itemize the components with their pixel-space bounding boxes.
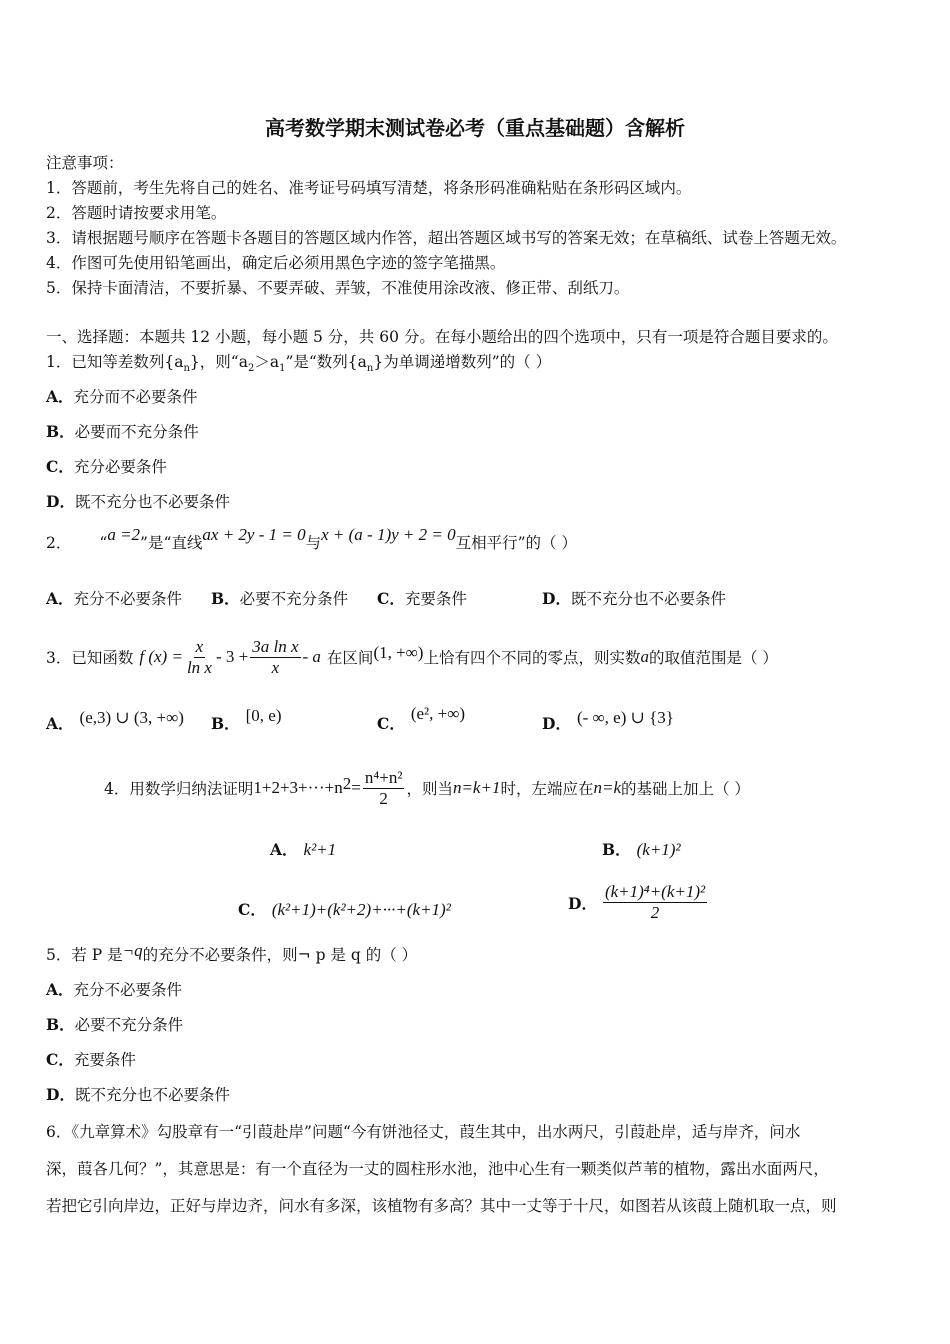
option-label: D．: [568, 893, 597, 913]
q4-option-b: [602, 838, 681, 860]
q4-option-a: [270, 838, 336, 860]
question-6-line-2: 深，葭各几何？”，其意思是：有一个直径为一丈的圆柱形水池，池中心生有一颗类似芦苇的植物，露出水面两尺，: [46, 1160, 829, 1178]
q1-text: }，则“a: [189, 353, 248, 371]
q1-sub: 2: [247, 363, 255, 375]
option-text: 充分不必要条件: [73, 981, 183, 999]
notice-item-5: 5．保持卡面清洁，不要折暴、不要弄破、弄皱，不准使用涂改液、修正带、刮纸刀。: [46, 279, 630, 297]
option-text: 既不充分也不必要条件: [74, 1086, 230, 1104]
option-text: (k+1)²: [636, 840, 681, 859]
fraction-numerator: x: [195, 636, 204, 656]
q3-variable: a: [640, 647, 649, 666]
q5-option-a: [46, 980, 182, 1000]
option-text: k²+1: [303, 840, 337, 859]
q5-not-q: ¬q: [122, 941, 143, 960]
q3-option-b: [211, 706, 282, 734]
q3-function: f (x) =: [139, 647, 183, 666]
q2-text: 与: [305, 534, 322, 552]
option-label: C．: [46, 1050, 74, 1069]
q3-fraction-2: [250, 637, 300, 678]
notice-item-4: 4．作图可先使用铅笔画出，确定后必须用黑色字迹的签字笔描黑。: [46, 254, 506, 272]
fraction-denominator: 2: [650, 903, 660, 922]
section-heading: 一、选择题：本题共 12 小题，每小题 5 分，共 60 分。在每小题给出的四个选项中，只有一项是符合题目要求的。: [46, 328, 838, 346]
option-label: D．: [542, 589, 571, 608]
q2-text: 互相平行”的（ ）: [455, 534, 577, 552]
option-text: (e,3) ∪ (3, +∞): [79, 708, 184, 727]
option-text: 必要而不充分条件: [74, 423, 199, 441]
option-text: 充分不必要条件: [73, 590, 183, 608]
option-text: 充要条件: [73, 1051, 136, 1069]
q1-sub: 1: [279, 363, 286, 375]
q5-text: ¬ p 是 q 的（ ）: [297, 946, 418, 964]
q1-option-c: [46, 457, 167, 477]
q3-option-c: [377, 704, 466, 734]
q5-text: 的充分不必要条件，则: [142, 946, 298, 964]
option-label: C．: [377, 589, 405, 608]
page-title: 高考数学期末测试卷必考（重点基础题）含解析: [265, 116, 685, 140]
q2-line2-equation: x + (a - 1)y + 2 = 0: [321, 525, 456, 544]
option-text: 充分必要条件: [73, 458, 167, 476]
q3-term: - 3 +: [215, 647, 249, 666]
fraction-numerator: 3a ln x: [252, 636, 299, 656]
question-2: [46, 525, 577, 556]
q1-option-d: [46, 492, 230, 512]
option-text: 既不充分也不必要条件: [570, 590, 726, 608]
option-label: A．: [270, 840, 298, 859]
fraction-numerator: n⁴+n²: [364, 767, 403, 787]
q1-sub: n: [366, 363, 374, 375]
question-4: [104, 760, 750, 816]
q1-text: ”是“数列{a: [285, 353, 367, 371]
option-text: 既不充分也不必要条件: [74, 493, 230, 511]
q4-option-d-fraction: [603, 882, 707, 923]
q2-text: “: [99, 534, 108, 552]
q1-sub: n: [183, 363, 190, 375]
option-text: (e², +∞): [410, 704, 466, 723]
q4-equals: =: [351, 778, 361, 797]
q1-text: 1．已知等差数列{a: [46, 353, 184, 371]
q2-option-a: [46, 587, 182, 609]
q4-text: ，则当: [406, 780, 453, 798]
option-text: (k²+1)+(k²+2)+···+(k+1)²: [271, 900, 451, 919]
option-text: 必要不充分条件: [74, 1016, 184, 1034]
q4-fraction: [363, 768, 405, 809]
q5-option-b: [46, 1015, 183, 1035]
q3-text: 3．已知函数: [46, 649, 134, 667]
option-text: [0, e): [245, 706, 282, 725]
question-3: [46, 622, 778, 692]
q4-text: 的基础上加上（ ）: [621, 780, 750, 798]
notice-item-3: 3．请根据题号顺序在答题卡各题目的答题区域内作答，超出答题区域书写的答案无效；在草稿纸、试卷上答题无效。: [46, 229, 847, 247]
option-label: B．: [602, 840, 631, 859]
q3-text: 的取值范围是（ ）: [648, 649, 778, 667]
option-label: A．: [46, 589, 74, 608]
q4-text: 4．用数学归纳法证明: [104, 780, 254, 798]
fraction-denominator: 2: [379, 788, 388, 808]
q2-condition: a =2: [107, 525, 141, 544]
option-label: A．: [46, 387, 74, 406]
option-label: D．: [46, 492, 75, 511]
question-6-line-1: 6．《九章算术》勾股章有一“引葭赴岸”问题“今有饼池径丈，葭生其中，出水两尺，引葭赴岸，适与岸齐，问水: [46, 1123, 801, 1141]
q4-text: 时，左端应在: [500, 780, 594, 798]
q4-option-d: [568, 882, 709, 923]
q1-option-b: [46, 422, 199, 442]
q3-interval: (1, +∞): [373, 643, 424, 662]
q4-condition: n=k: [593, 778, 621, 797]
q3-option-d: [542, 708, 674, 734]
q2-option-d: [542, 587, 726, 609]
q2-option-c: [377, 587, 467, 609]
question-6-line-3: 若把它引向岸边，正好与岸边齐，问水有多深，该植物有多高？其中一丈等于十尺，如图若从该葭上随机取一点，则: [46, 1197, 837, 1215]
option-text: 必要不充分条件: [239, 590, 349, 608]
fraction-numerator: (k+1)⁴+(k+1)²: [604, 882, 706, 901]
q5-text: 5．若 P 是: [46, 946, 123, 964]
option-label: B．: [46, 1015, 75, 1034]
option-label: A．: [46, 980, 74, 999]
option-label: C．: [238, 900, 266, 919]
q2-line1-equation: ax + 2y - 1 = 0: [202, 525, 306, 544]
q2-number: 2．: [46, 534, 72, 552]
q3-fraction-1: [185, 637, 214, 678]
q4-exponent: 2: [342, 774, 352, 793]
q3-text: 在区间: [326, 649, 374, 667]
notice-item-2: 2．答题时请按要求用笔。: [46, 204, 227, 222]
q5-option-c: [46, 1050, 136, 1070]
option-label: D．: [46, 1085, 75, 1104]
q3-term: - a: [302, 647, 321, 666]
option-text: (- ∞, e) ∪ {3}: [576, 708, 674, 727]
question-1: [46, 352, 551, 379]
q4-lhs: 1+2+3+···+n: [253, 778, 343, 797]
question-5: [46, 941, 418, 965]
q3-text: 上恰有四个不同的零点，则实数: [423, 649, 641, 667]
q4-option-c: [238, 898, 451, 920]
option-label: B．: [211, 589, 240, 608]
option-label: D．: [542, 714, 571, 733]
notice-item-1: 1．答题前，考生先将自己的姓名、准考证号码填写清楚，将条形码准确粘贴在条形码区域内。: [46, 179, 692, 197]
q1-text: }为单调递增数列”的（ ）: [373, 353, 552, 371]
option-label: A．: [46, 714, 74, 733]
option-label: C．: [377, 714, 405, 733]
option-label: C．: [46, 457, 74, 476]
q4-condition: n=k+1: [452, 778, 501, 797]
fraction-denominator: ln x: [186, 657, 212, 677]
option-text: 充分而不必要条件: [73, 388, 198, 406]
option-label: B．: [46, 422, 75, 441]
notice-heading: 注意事项：: [46, 154, 124, 172]
q1-option-a: [46, 387, 198, 407]
option-label: B．: [211, 714, 240, 733]
fraction-denominator: x: [271, 657, 280, 677]
q3-option-a: [46, 708, 184, 734]
q5-option-d: [46, 1085, 230, 1105]
q1-text: ＞a: [254, 353, 280, 371]
option-text: 充要条件: [404, 590, 467, 608]
q2-option-b: [211, 587, 348, 609]
q2-text: ”是“直线: [140, 534, 203, 552]
